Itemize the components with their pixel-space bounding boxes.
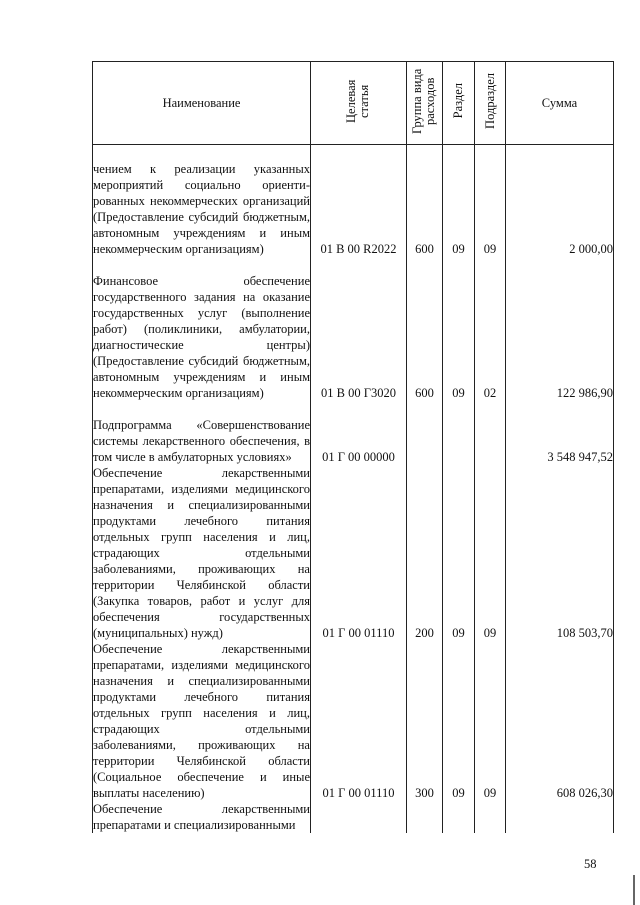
row-subsection: 02 <box>475 257 506 401</box>
col-header-name-label: Наименование <box>162 96 241 110</box>
row-group <box>407 801 443 833</box>
col-header-subsection <box>475 62 506 145</box>
row-name: Обеспечение лекарственными препаратами и специализированными <box>93 802 310 832</box>
row-section <box>443 801 475 833</box>
col-header-section-label: Раздел <box>451 83 465 119</box>
col-header-subsection-label: Подраздел <box>482 73 497 129</box>
col-header-sum-label: Сумма <box>541 96 578 110</box>
row-target-code: 01 Г 00 00000 <box>311 401 407 465</box>
row-subsection <box>475 801 506 833</box>
row-sum: 122 986,90 <box>506 257 614 401</box>
row-subsection: 09 <box>475 145 506 258</box>
table-row <box>93 257 614 401</box>
col-header-target-label: Целевая статья <box>343 79 371 123</box>
row-sum: 2 000,00 <box>506 145 614 258</box>
table-row <box>93 145 614 258</box>
row-subsection: 09 <box>475 465 506 641</box>
row-sum <box>506 801 614 833</box>
col-header-name <box>93 62 311 145</box>
row-sum: 3 548 947,52 <box>506 401 614 465</box>
table-row <box>93 401 614 465</box>
col-header-target <box>311 62 407 145</box>
row-subsection: 09 <box>475 641 506 801</box>
col-header-group <box>407 62 443 145</box>
row-group: 600 <box>407 145 443 258</box>
page-number: 58 <box>584 857 597 871</box>
row-group: 200 <box>407 465 443 641</box>
col-header-sum <box>506 62 614 145</box>
col-header-section <box>443 62 475 145</box>
table-row <box>93 801 614 833</box>
row-section <box>443 401 475 465</box>
row-sum: 608 026,30 <box>506 641 614 801</box>
row-section: 09 <box>443 465 475 641</box>
row-target-code: 01 Г 00 01110 <box>311 641 407 801</box>
row-name: чением к реализации указанных мероприятий социально ориенти-рованных некоммерческих организаций (Предоставление субсидий бюджетным, автономным учреждениям и иным некоммерческим организациям) <box>93 145 311 258</box>
row-section: 09 <box>443 257 475 401</box>
row-group: 600 <box>407 257 443 401</box>
table-row <box>93 641 614 801</box>
row-sum: 108 503,70 <box>506 465 614 641</box>
scan-edge-mark <box>633 875 635 905</box>
table-header-row <box>93 62 614 145</box>
row-group: 300 <box>407 641 443 801</box>
budget-table <box>92 61 614 833</box>
row-section: 09 <box>443 641 475 801</box>
col-header-group-label: Группа вида расходов <box>409 68 437 134</box>
row-name: Подпрограмма «Совершенствование системы лекарственного обеспечения, в том числе в амбулаторных условиях» <box>93 401 311 465</box>
row-section: 09 <box>443 145 475 258</box>
row-subsection <box>475 401 506 465</box>
row-target-code: 01 В 00 Г3020 <box>311 257 407 401</box>
row-target-code <box>311 801 407 833</box>
row-target-code: 01 В 00 R2022 <box>311 145 407 258</box>
row-name: Обеспечение лекарственными препаратами, изделиями медицинского назначения и специализированными продуктами лечебного питания отдельных групп населения и лиц, страдающих отдельными заболеваниями, проживающих на территории Челябинской области (Закупка товаров, работ и услуг для обеспечения государственных (муниципальных) нужд) <box>93 466 310 640</box>
row-group <box>407 401 443 465</box>
row-name: Финансовое обеспечение государственного задания на оказание государственных услуг (выполнение работ) (поликлиники, амбулатории, диагностические центры) (Предоставление субсидий бюджетным, автономным учреждениям и иным некоммерческим организациям) <box>93 257 311 401</box>
row-target-code: 01 Г 00 01110 <box>311 465 407 641</box>
row-name: Обеспечение лекарственными препаратами, изделиями медицинского назначения и специализированными продуктами лечебного питания отдельных групп населения и лиц, страдающих отдельными заболеваниями, проживающих на территории Челябинской области (Социальное обеспечение и иные выплаты населению) <box>93 642 310 800</box>
table-row <box>93 465 614 641</box>
